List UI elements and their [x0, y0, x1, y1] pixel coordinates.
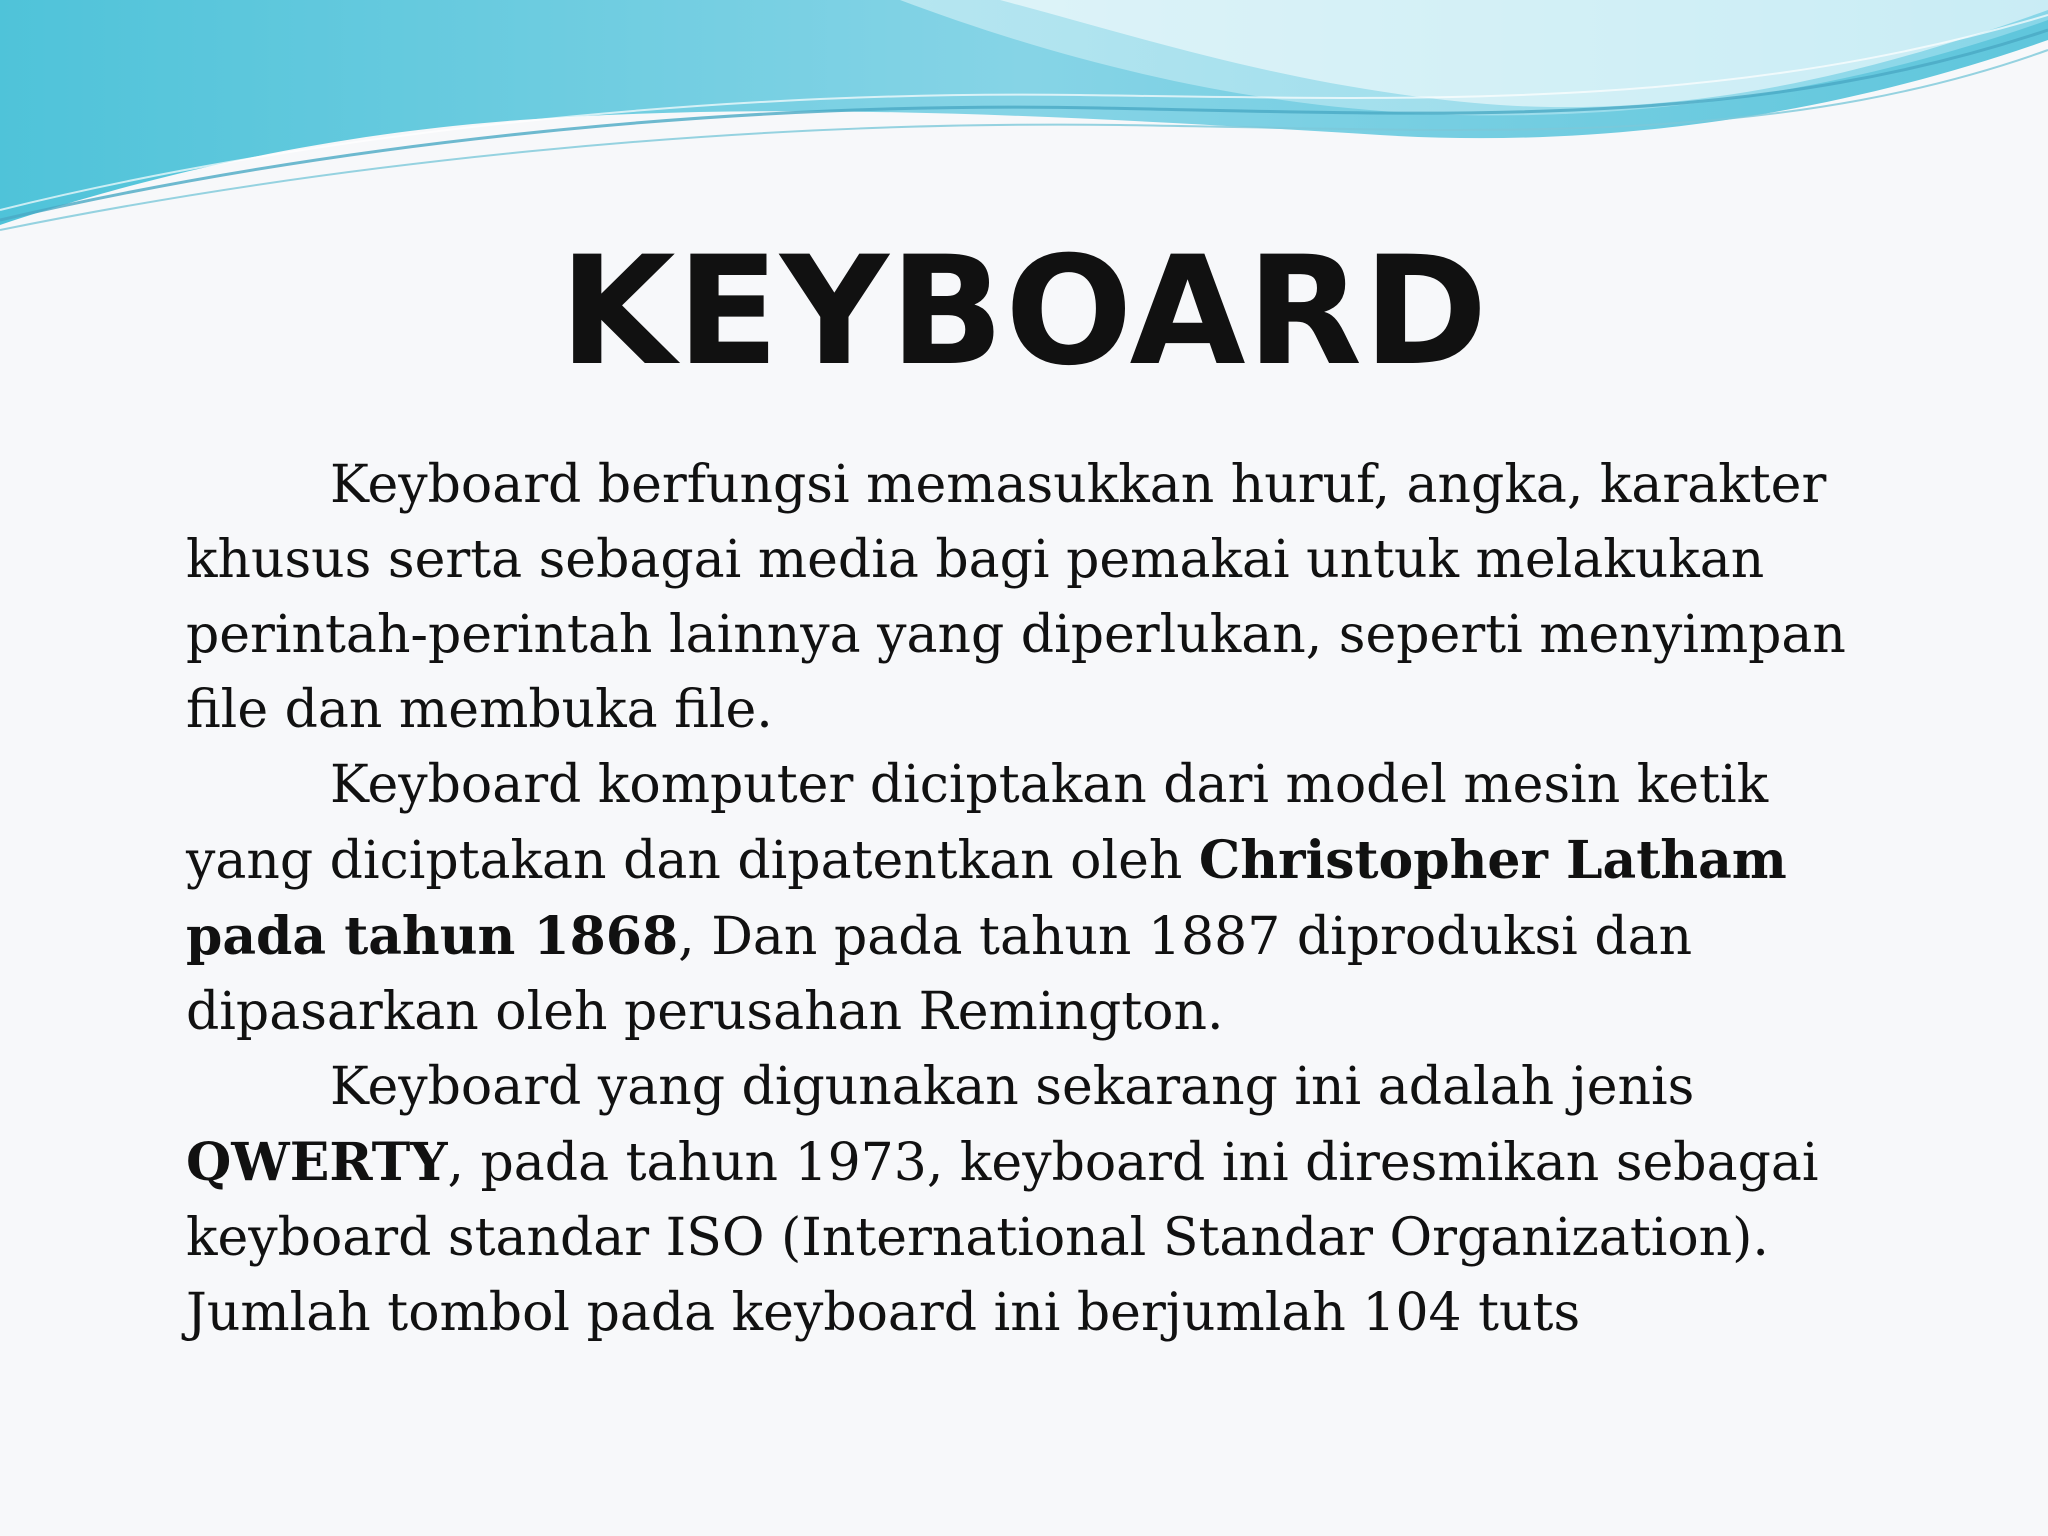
paragraph-1: [186, 448, 1886, 748]
paragraph-1-text: Keyboard berfungsi memasukkan huruf, angka, karakter khusus serta sebagai media bagi pemakai untuk melakukan perintah-perintah lainnya yang diperlukan, seperti menyimpan file dan membuka file.: [186, 455, 1846, 740]
paragraph-2-bold-text: Christopher Latham pada tahun 1868: [186, 830, 1787, 967]
header-wave-decoration: [0, 0, 2048, 260]
paragraph-3-text-start: Keyboard yang digunakan sekarang ini adalah jenis: [330, 1057, 1695, 1117]
paragraph-3: [186, 1050, 1886, 1351]
paragraph-3-text-end: , pada tahun 1973, keyboard ini diresmikan sebagai keyboard standar ISO (International Standar Organization). Jumlah tombol pada keyboard ini berjumlah 104 tuts: [186, 1133, 1819, 1343]
slide-title: KEYBOARD: [559, 225, 1489, 399]
paragraph-2: [186, 748, 1886, 1050]
paragraph-2-text-start: Keyboard komputer diciptakan dari model mesin ketik yang diciptakan dan dipatentkan oleh: [186, 755, 1769, 891]
slide-body: [186, 448, 1886, 1351]
paragraph-2-text-end: , Dan pada tahun 1887 diproduksi dan dipasarkan oleh perusahan Remington.: [186, 907, 1693, 1042]
paragraph-3-bold-text: QWERTY: [186, 1132, 448, 1193]
